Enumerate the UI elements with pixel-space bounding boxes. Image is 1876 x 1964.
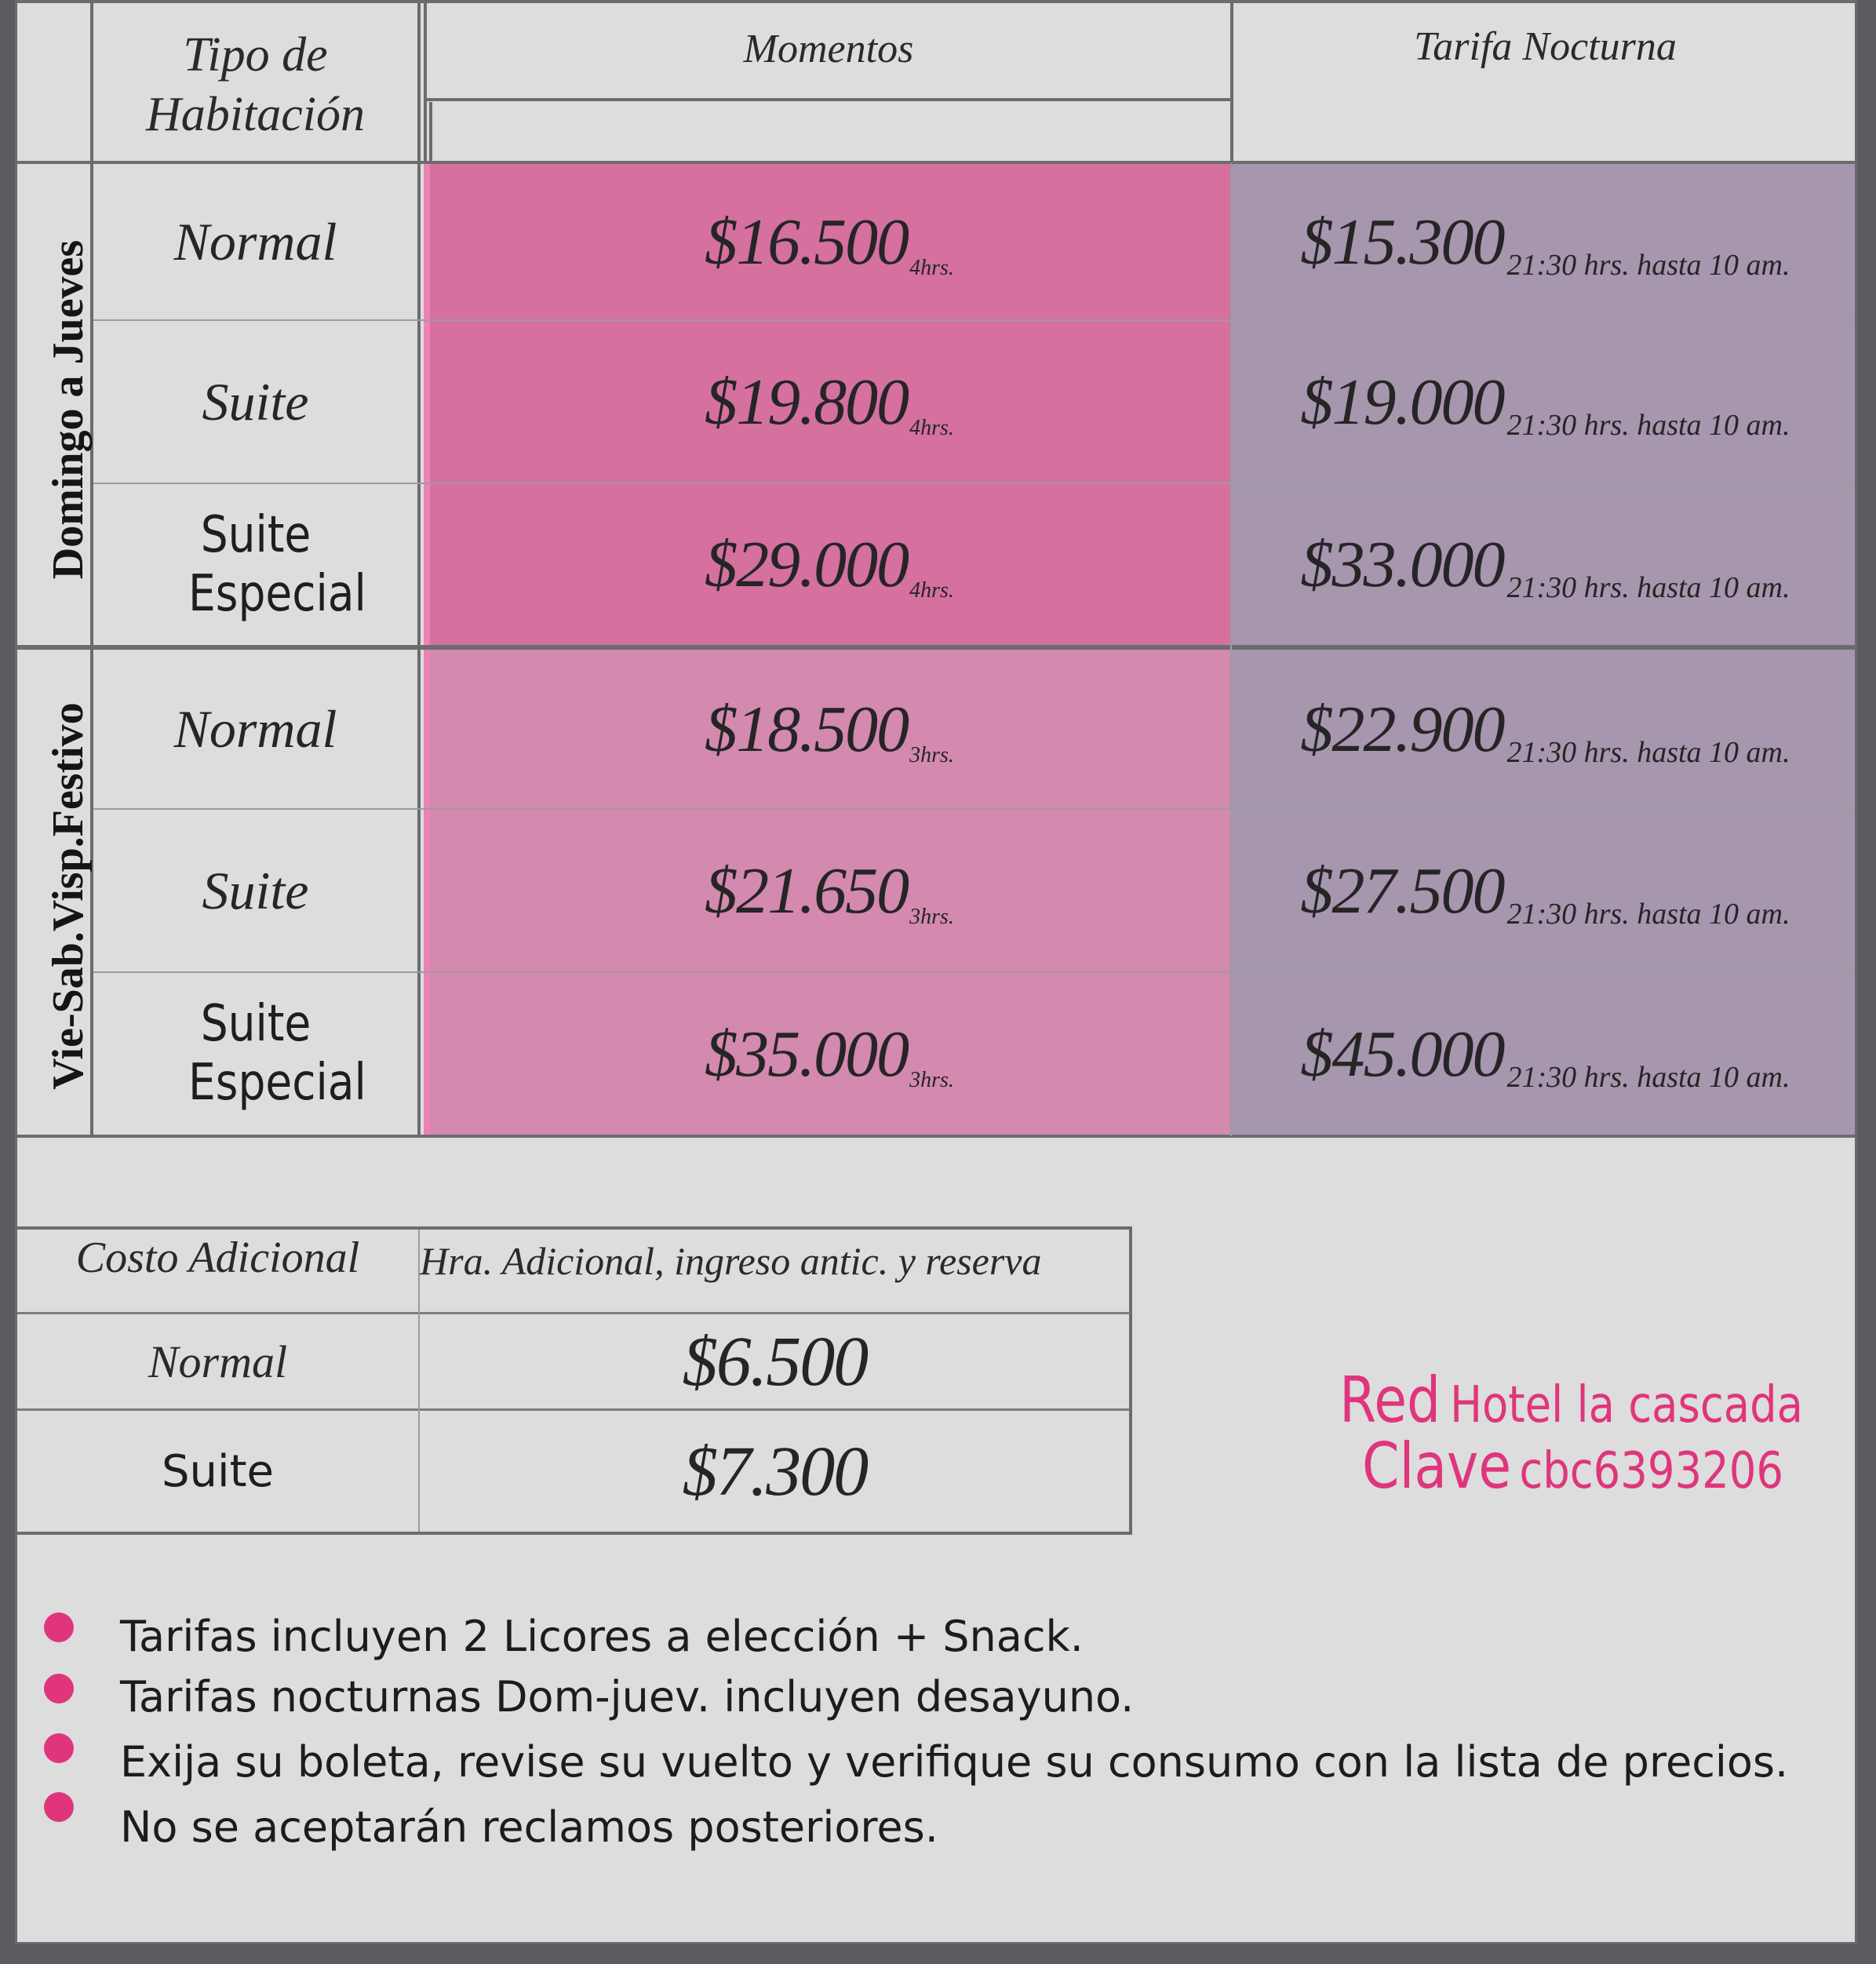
night-price: $19.000 21:30 hrs. hasta 10 am. <box>1300 365 1790 442</box>
header-room-type: Tipo de Habitación <box>146 27 365 141</box>
moment-price: $16.500 4hrs. <box>705 205 954 280</box>
extra-cost-subtitle: Hra. Adicional, ingreso antic. y reserva <box>420 1239 1042 1283</box>
night-price: $15.300 21:30 hrs. hasta 10 am. <box>1300 205 1790 282</box>
header-moments: Momentos <box>743 26 914 71</box>
bullet-icon <box>44 1674 74 1703</box>
extra-price-suite: $7.300 <box>682 1432 868 1510</box>
rate-sheet <box>15 0 1857 1944</box>
note-item: Tarifas incluyen 2 Licores a elección + Snack. <box>120 1612 1084 1661</box>
night-price: $45.000 21:30 hrs. hasta 10 am. <box>1300 1017 1790 1094</box>
night-price: $22.900 21:30 hrs. hasta 10 am. <box>1300 692 1790 769</box>
moment-price: $29.000 4hrs. <box>705 528 954 603</box>
bullet-icon <box>44 1733 74 1763</box>
moment-price: $35.000 3hrs. <box>705 1017 954 1092</box>
bullet-icon <box>44 1792 74 1822</box>
moment-price: $18.500 3hrs. <box>705 692 954 767</box>
extra-room-normal: Normal <box>148 1335 288 1387</box>
room-suite-especial: Suite Especial <box>188 995 366 1112</box>
bullet-icon <box>44 1612 74 1642</box>
note-item: Exija su boleta, revise su vuelto y verifique su consumo con la lista de precios. <box>120 1737 1789 1787</box>
moment-price: $19.800 4hrs. <box>705 365 954 440</box>
night-price: $33.000 21:30 hrs. hasta 10 am. <box>1300 528 1790 604</box>
wifi-key: Clave cbc6393206 <box>1362 1430 1783 1503</box>
group-label-weekday: Domingo a Jueves <box>44 239 93 580</box>
room-suite-especial: Suite Especial <box>188 505 366 623</box>
room-normal: Normal <box>173 211 337 271</box>
group-label-weekend: Vie-Sab.Visp.Festivo <box>44 702 93 1090</box>
extra-room-suite: Suite <box>161 1445 274 1497</box>
extra-price-normal: $6.500 <box>682 1322 868 1401</box>
room-suite: Suite <box>202 860 309 920</box>
room-suite: Suite <box>202 371 309 432</box>
wifi-network: Red Hotel la cascada <box>1339 1364 1803 1437</box>
note-item: No se aceptarán reclamos posteriores. <box>120 1802 938 1852</box>
moment-price: $21.650 3hrs. <box>705 854 954 929</box>
extra-cost-title: Costo Adicional <box>75 1233 360 1282</box>
room-normal: Normal <box>173 698 337 759</box>
note-item: Tarifas nocturnas Dom-juev. incluyen desayuno. <box>120 1672 1135 1722</box>
night-price: $27.500 21:30 hrs. hasta 10 am. <box>1300 854 1790 931</box>
header-night-rate: Tarifa Nocturna <box>1414 24 1677 69</box>
